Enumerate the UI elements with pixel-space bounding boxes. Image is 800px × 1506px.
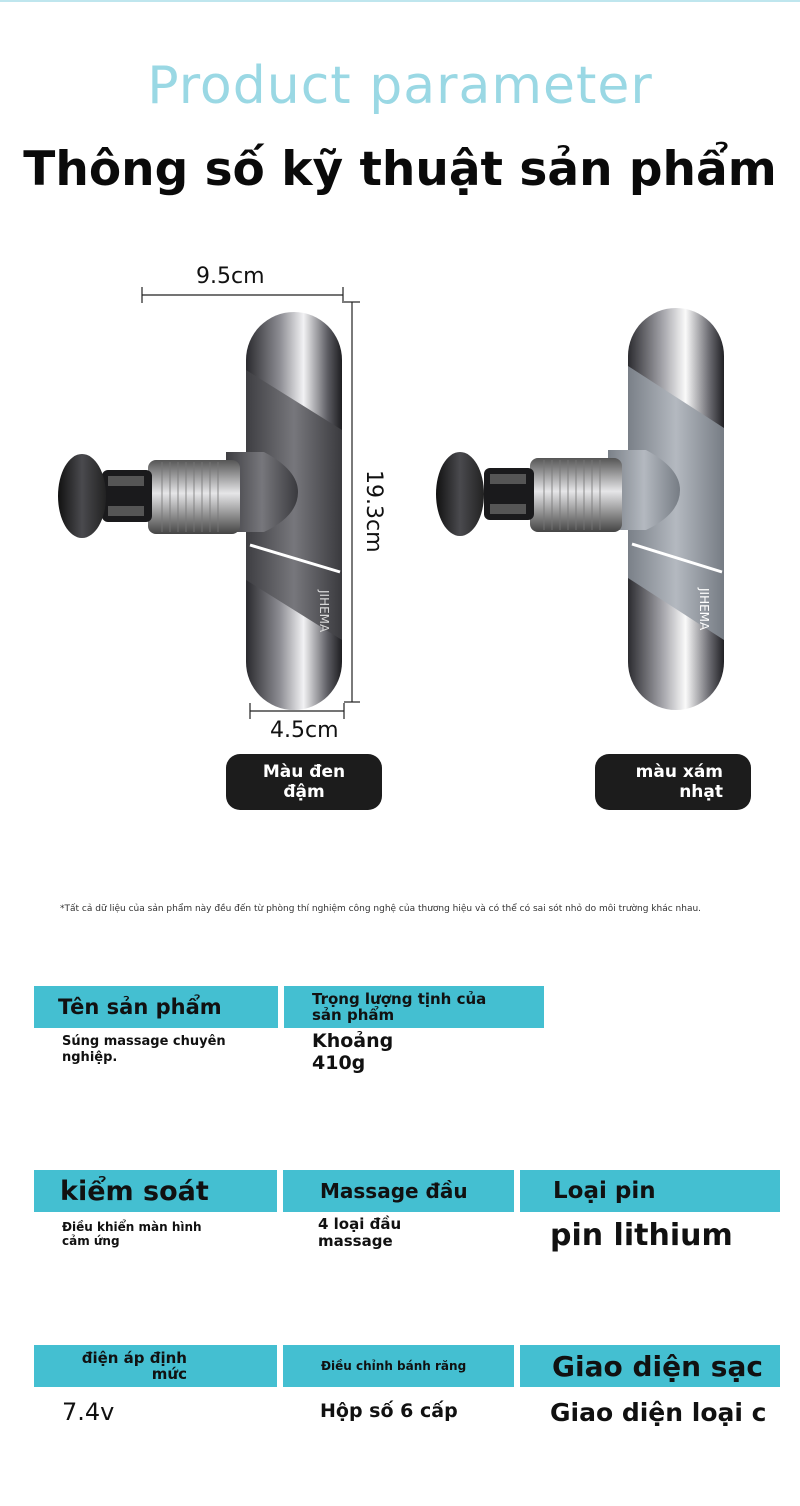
- spec-value-weight: Khoảng 410g: [312, 1030, 394, 1074]
- spec-value-voltage: 7.4v: [62, 1398, 115, 1426]
- spec-value-battery: pin lithium: [550, 1218, 733, 1253]
- spec-value-control: Điều khiển màn hình cảm ứng: [62, 1220, 202, 1248]
- spec-label-weight: Trọng lượng tịnh của sản phẩm: [284, 986, 544, 1028]
- massage-gun-gray-image: [432, 306, 732, 716]
- brand-mark: JIHEMA: [697, 588, 711, 631]
- spec-label-gear: Điều chỉnh bánh răng: [283, 1345, 514, 1387]
- spec-value-name: Súng massage chuyên nghiệp.: [62, 1034, 226, 1065]
- spec-label-control: kiểm soát: [34, 1170, 277, 1212]
- footnote: *Tất cả dữ liệu của sản phẩm này đều đến từ phòng thí nghiệm công nghệ của thương hiệu và có thể có sai sót nhỏ do môi trường khác nhau.: [60, 904, 702, 914]
- spec-label-charge: Giao diện sạc: [520, 1345, 780, 1387]
- color-option-gray[interactable]: [595, 754, 751, 810]
- depth-label: 4.5cm: [270, 718, 339, 743]
- color-option-dark[interactable]: [226, 754, 382, 810]
- width-label: 9.5cm: [196, 264, 265, 289]
- page-title-en: Product parameter: [147, 56, 653, 116]
- color-option-label: Màu đen đậm: [262, 762, 346, 802]
- spec-value-charge: Giao diện loại c: [550, 1398, 767, 1427]
- brand-mark: JIHEMA: [317, 590, 331, 633]
- spec-value-head: 4 loại đầu massage: [318, 1215, 402, 1250]
- spec-label-voltage: điện áp định mức: [34, 1345, 277, 1387]
- page-title: Thông số kỹ thuật sản phẩm: [23, 142, 777, 197]
- spec-label-battery: Loại pin: [520, 1170, 780, 1212]
- massage-gun-dark-image: [50, 310, 350, 715]
- spec-label-name: Tên sản phẩm: [34, 986, 278, 1028]
- height-label: 19.3cm: [361, 470, 386, 553]
- spec-label-head: Massage đầu: [283, 1170, 514, 1212]
- color-option-label: màu xám nhạt: [635, 762, 723, 802]
- spec-value-gear: Hộp số 6 cấp: [320, 1400, 458, 1422]
